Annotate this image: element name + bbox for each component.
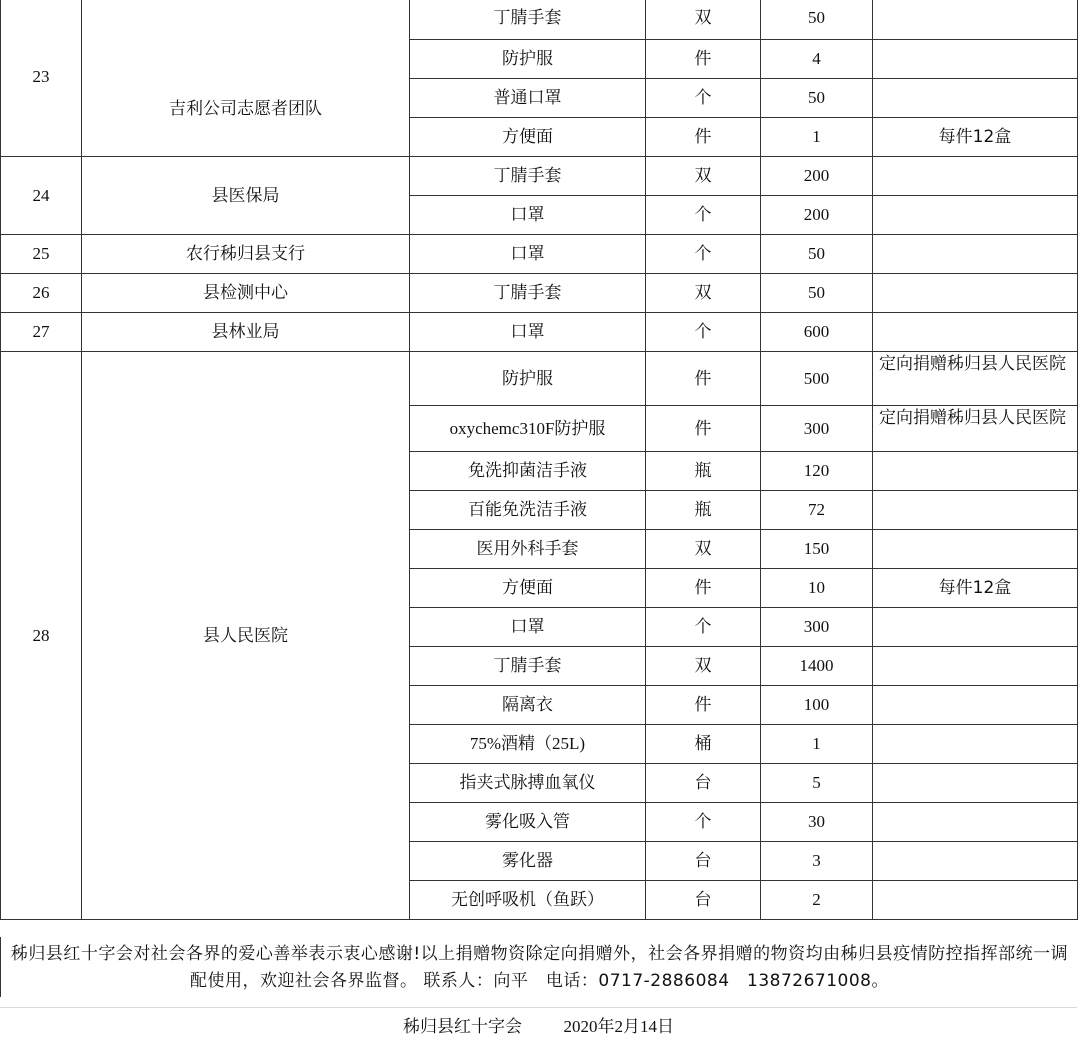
row-number: 26 — [1, 274, 82, 313]
item-quantity: 30 — [761, 803, 873, 842]
item-unit: 件 — [646, 40, 761, 79]
donation-table-body — [1, 0, 1078, 920]
item-quantity: 50 — [761, 274, 873, 313]
item-unit: 瓶 — [646, 491, 761, 530]
item-name: 医用外科手套 — [410, 530, 646, 569]
donor-name: 县林业局 — [82, 313, 410, 352]
item-note-text: 定向捐赠秭归县人民医院 — [879, 408, 1066, 428]
item-note — [873, 803, 1078, 842]
issue-date: 2020年2月14日 — [563, 1017, 674, 1036]
item-unit: 个 — [646, 79, 761, 118]
item-note-text: 每件12盒 — [938, 127, 1012, 147]
item-quantity: 600 — [761, 313, 873, 352]
item-name: 隔离衣 — [410, 686, 646, 725]
thanks-text: 秭归县红十字会对社会各界的爱心善举表示衷心感谢!以上捐赠物资除定向捐赠外，社会各界捐赠的物资均由秭归县疫情防控指挥部统一调配使用，欢迎社会各界监督。 联系人：向平 电话：0717-2886084 13872671008。 — [10, 944, 1069, 991]
donor-name: 县检测中心 — [82, 274, 410, 313]
donor-name: 吉利公司志愿者团队 — [82, 0, 410, 157]
table-row — [1, 157, 1078, 196]
item-unit: 个 — [646, 803, 761, 842]
item-note — [873, 881, 1078, 920]
organization-name: 秭归县红十字会 — [403, 1017, 523, 1037]
item-unit: 台 — [646, 842, 761, 881]
item-quantity: 500 — [761, 352, 873, 406]
item-quantity: 300 — [761, 406, 873, 452]
donor-name: 县人民医院 — [82, 352, 410, 920]
item-unit: 个 — [646, 313, 761, 352]
item-unit: 个 — [646, 235, 761, 274]
item-unit: 双 — [646, 274, 761, 313]
item-unit: 双 — [646, 0, 761, 40]
item-quantity: 300 — [761, 608, 873, 647]
item-name: 口罩 — [410, 235, 646, 274]
item-quantity: 72 — [761, 491, 873, 530]
item-quantity: 100 — [761, 686, 873, 725]
item-note — [873, 406, 1078, 452]
item-note — [873, 235, 1078, 274]
row-number: 23 — [1, 0, 82, 157]
table-row — [1, 235, 1078, 274]
item-name: 雾化吸入管 — [410, 803, 646, 842]
item-unit: 台 — [646, 881, 761, 920]
item-note — [873, 118, 1078, 157]
donor-name: 农行秭归县支行 — [82, 235, 410, 274]
item-unit: 件 — [646, 352, 761, 406]
row-number: 25 — [1, 235, 82, 274]
item-note — [873, 157, 1078, 196]
item-note — [873, 647, 1078, 686]
item-quantity: 4 — [761, 40, 873, 79]
item-quantity: 3 — [761, 842, 873, 881]
item-note — [873, 0, 1078, 40]
item-note — [873, 274, 1078, 313]
item-note — [873, 196, 1078, 235]
item-unit: 个 — [646, 196, 761, 235]
item-quantity: 1 — [761, 118, 873, 157]
item-note — [873, 40, 1078, 79]
item-name: 无创呼吸机（鱼跃） — [410, 881, 646, 920]
signature-line — [0, 1007, 1077, 1046]
item-quantity: 1400 — [761, 647, 873, 686]
item-name: 丁腈手套 — [410, 274, 646, 313]
item-name: 丁腈手套 — [410, 647, 646, 686]
item-name: 方便面 — [410, 118, 646, 157]
item-name: 百能免洗洁手液 — [410, 491, 646, 530]
item-name: 丁腈手套 — [410, 157, 646, 196]
item-name: 防护服 — [410, 40, 646, 79]
item-unit: 件 — [646, 118, 761, 157]
table-row — [1, 313, 1078, 352]
table-row — [1, 352, 1078, 406]
footer-note — [0, 937, 1078, 997]
row-number: 27 — [1, 313, 82, 352]
item-unit: 件 — [646, 686, 761, 725]
item-quantity: 50 — [761, 235, 873, 274]
item-unit: 件 — [646, 406, 761, 452]
item-name: 雾化器 — [410, 842, 646, 881]
item-note — [873, 764, 1078, 803]
item-name: 75%酒精（25L) — [410, 725, 646, 764]
donor-name: 县医保局 — [82, 157, 410, 235]
item-quantity: 1 — [761, 725, 873, 764]
item-name: 口罩 — [410, 608, 646, 647]
item-note — [873, 608, 1078, 647]
item-unit: 双 — [646, 157, 761, 196]
item-quantity: 50 — [761, 0, 873, 40]
item-quantity: 5 — [761, 764, 873, 803]
item-quantity: 150 — [761, 530, 873, 569]
item-unit: 双 — [646, 530, 761, 569]
item-note — [873, 842, 1078, 881]
row-number: 24 — [1, 157, 82, 235]
item-unit: 双 — [646, 647, 761, 686]
item-note — [873, 79, 1078, 118]
item-name: 指夹式脉搏血氧仪 — [410, 764, 646, 803]
item-name: oxychemc310F防护服 — [410, 406, 646, 452]
item-unit: 台 — [646, 764, 761, 803]
item-note — [873, 530, 1078, 569]
item-unit: 件 — [646, 569, 761, 608]
item-unit: 瓶 — [646, 452, 761, 491]
item-quantity: 2 — [761, 881, 873, 920]
item-name: 方便面 — [410, 569, 646, 608]
item-quantity: 50 — [761, 79, 873, 118]
item-name: 防护服 — [410, 352, 646, 406]
item-unit: 个 — [646, 608, 761, 647]
item-note — [873, 491, 1078, 530]
item-quantity: 10 — [761, 569, 873, 608]
item-note — [873, 452, 1078, 491]
item-name: 丁腈手套 — [410, 0, 646, 40]
row-number: 28 — [1, 352, 82, 920]
item-note — [873, 313, 1078, 352]
item-note — [873, 725, 1078, 764]
item-note-text: 定向捐赠秭归县人民医院 — [879, 354, 1066, 374]
item-quantity: 120 — [761, 452, 873, 491]
item-note — [873, 352, 1078, 406]
item-name: 普通口罩 — [410, 79, 646, 118]
table-row — [1, 0, 1078, 40]
item-name: 口罩 — [410, 313, 646, 352]
item-note — [873, 569, 1078, 608]
item-name: 口罩 — [410, 196, 646, 235]
item-quantity: 200 — [761, 196, 873, 235]
item-note-text: 每件12盒 — [938, 578, 1012, 598]
item-note — [873, 686, 1078, 725]
item-quantity: 200 — [761, 157, 873, 196]
table-row — [1, 274, 1078, 313]
item-name: 免洗抑菌洁手液 — [410, 452, 646, 491]
item-unit: 桶 — [646, 725, 761, 764]
